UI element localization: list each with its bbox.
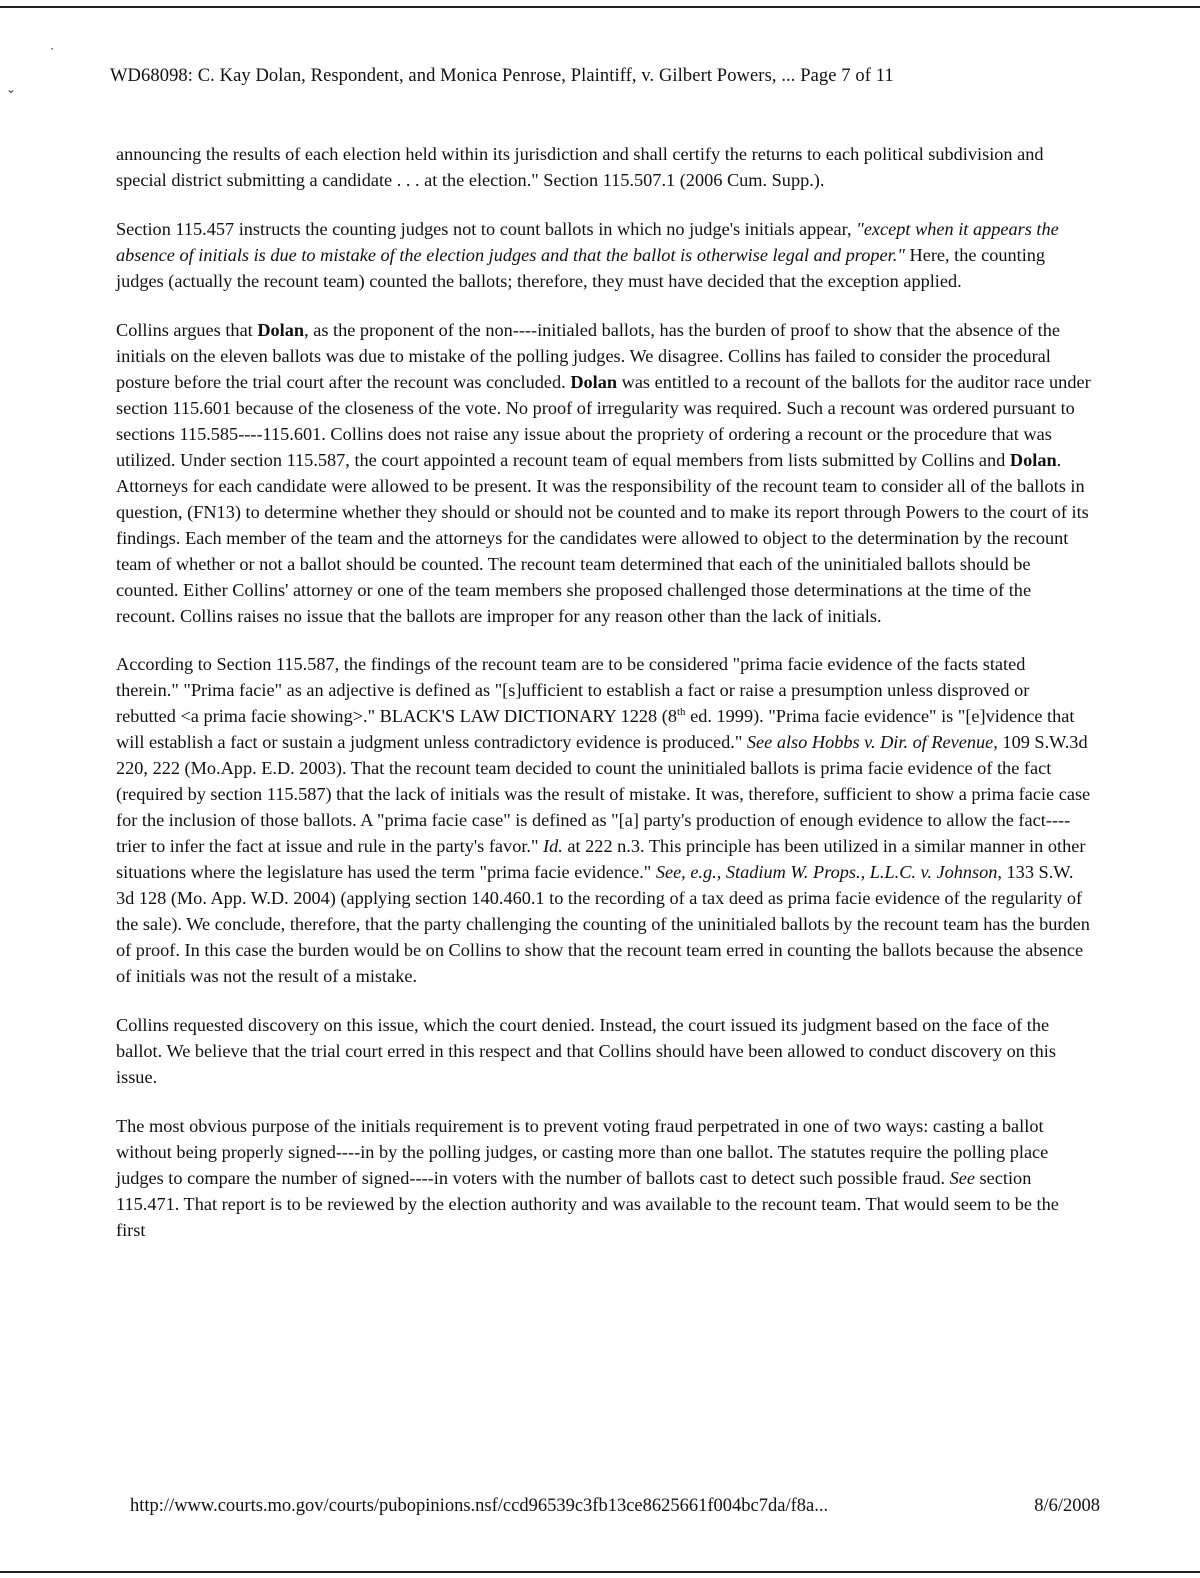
- bold-text: Dolan: [257, 319, 305, 340]
- text-run: Collins argues that: [116, 319, 258, 340]
- text-run: The most obvious purpose of the initials requirement is to prevent voting fraud perpetrated in one of two ways: casting a ballot without being properly signed----in by the polling judges, or casting more than one ballot. The statutes require the polling place judges to compare the number of signed----in voters with the number of ballots cast to detect such possible fraud.: [116, 1115, 1049, 1188]
- text-run: ed. 1999). "Prima facie evidence" is "[e]vidence that will establish a fact or sustain a judgment unless contradictory evidence is produced.": [116, 706, 1075, 753]
- text-run: section 115.471. That report is to be reviewed by the election authority and was available to the recount team. That would seem to be the first: [116, 1167, 1059, 1240]
- bold-text: Dolan: [570, 371, 618, 392]
- footer-date: 8/6/2008: [1034, 1496, 1100, 1516]
- opinion-body: [116, 142, 1091, 1267]
- bold-text: Dolan: [1009, 449, 1057, 470]
- text-run: at 222 n.3. This principle has been utilized in a similar manner in other situations where the legislature has used the term "prima facie evidence.": [116, 836, 1086, 883]
- text-run: According to Section 115.587, the findings of the recount team are to be considered "prima facie evidence of the facts stated therein." "Prima facie" as an adjective is defined as "[s]ufficient to establish a fact or raise a presumption unless disproved or rebutted <a prima facie showing>." BLACK'S LAW DICTIONARY 1228 (8: [116, 654, 1030, 727]
- scan-mark: ⋅: [50, 42, 55, 56]
- text-run: announcing the results of each election held within its jurisdiction and shall certify the returns to each political subdivision and special district submitting a candidate . . . at the election." Section 115.507.1 (2006 Cum. Supp.).: [116, 144, 1044, 190]
- page-footer: [130, 1496, 1100, 1517]
- bottom-border-rule: [0, 1571, 1200, 1573]
- body-paragraph: [116, 652, 1091, 990]
- top-border-rule: [0, 6, 1200, 8]
- text-run: Here, the counting judges (actually the recount team) counted the ballots; therefore, they must have decided that the exception applied.: [116, 244, 1046, 291]
- body-paragraph: [116, 217, 1091, 295]
- italic-text: Id.: [543, 836, 563, 857]
- footer-url: http://www.courts.mo.gov/courts/pubopinions.nsf/ccd96539c3fb13ce8625661f004bc7da/f8a...: [130, 1496, 829, 1516]
- italic-text: See: [949, 1167, 975, 1188]
- text-run: Collins requested discovery on this issue, which the court denied. Instead, the court issued its judgment based on the face of the ballot. We believe that the trial court erred in this respect and that Collins should have been allowed to conduct discovery on this issue.: [116, 1015, 1056, 1087]
- body-paragraph: [116, 1013, 1091, 1091]
- text-run: was entitled to a recount of the ballots for the auditor race under section 115.601 because of the closeness of the vote. No proof of irregularity was required. Such a recount was ordered pursuant to sections 115.585----115.601. Collins does not raise any issue about the propriety of ordering a recount or the procedure that was utilized. Under section 115.587, the court appointed a recount team of equal members from lists submitted by Collins and: [116, 371, 1091, 470]
- page-header: WD68098: C. Kay Dolan, Respondent, and Monica Penrose, Plaintiff, v. Gilbert Powers, ... Page 7 of 11: [110, 66, 894, 86]
- body-paragraph: [116, 318, 1091, 630]
- italic-text: See also Hobbs v. Dir. of Revenue,: [746, 732, 998, 753]
- text-run: 109 S.W.3d 220, 222 (Mo.App. E.D. 2003). That the recount team decided to count the uninitialed ballots is prima facie evidence of the fact (required by section 115.587) that the lack of initials was the result of mistake. It was, therefore, sufficient to show a prima facie case for the inclusion of those ballots. A "prima facie case" is defined as "[a] party's production of enough evidence to allow the fact----trier to infer the fact at issue and rule in the party's favor.": [116, 732, 1091, 857]
- italic-text: See, e.g., Stadium W. Props., L.L.C. v. Johnson,: [655, 862, 1002, 883]
- body-paragraph: [116, 1114, 1091, 1244]
- text-run: , as the proponent of the non----initialed ballots, has the burden of proof to show that the absence of the initials on the eleven ballots was due to mistake of the polling judges. We disagree. Collins has failed to consider the procedural posture before the trial court after the recount was concluded.: [116, 319, 1061, 392]
- text-run: . Attorneys for each candidate were allowed to be present. It was the responsibility of the recount team to consider all of the ballots in question, (FN13) to determine whether they should or should not be counted and to make its report through Powers to the court of its findings. Each member of the team and the attorneys for the candidates were allowed to object to the determination by the recount team of whether or not a ballot should be counted. The recount team determined that each of the uninitialed ballots should be counted. Either Collins' attorney or one of the team members she proposed challenged those determinations at the time of the recount. Collins raises no issue that the ballots are improper for any reason other than the lack of initials.: [116, 449, 1089, 626]
- text-run: Section 115.457 instructs the counting judges not to count ballots in which no judge's initials appear,: [116, 218, 857, 239]
- italic-text: "except when it appears the absence of initials is due to mistake of the election judges and that the ballot is otherwise legal and proper.": [116, 218, 1059, 265]
- superscript-text: th: [677, 706, 686, 719]
- scan-mark: ⌄: [6, 82, 17, 96]
- text-run: 133 S.W. 3d 128 (Mo. App. W.D. 2004) (applying section 140.460.1 to the recording of a tax deed as prima facie evidence of the regularity of the sale). We conclude, therefore, that the party challenging the counting of the uninitialed ballots by the recount team has the burden of proof. In this case the burden would be on Collins to show that the recount team erred in counting the ballots because the absence of initials was not the result of a mistake.: [116, 862, 1090, 987]
- body-paragraph: [116, 142, 1091, 194]
